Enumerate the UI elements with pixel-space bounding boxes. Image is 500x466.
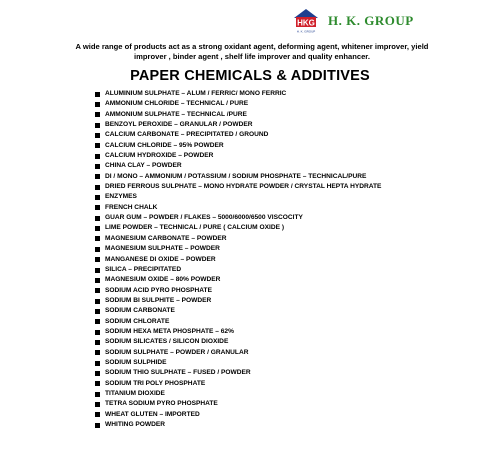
list-item	[95, 223, 495, 233]
list-item	[95, 120, 495, 130]
list-item-label: FRENCH CHALK	[105, 203, 158, 211]
list-item-label: SODIUM HEXA META PHOSPHATE – 62%	[105, 327, 234, 335]
list-item	[95, 389, 495, 399]
list-item	[95, 110, 495, 120]
list-item-label: MAGNESIUM SULPHATE – POWDER	[105, 245, 220, 253]
list-item-label: CALCIUM HYDROXIDE – POWDER	[105, 152, 214, 160]
bullet-icon	[95, 133, 100, 138]
intro-text: A wide range of products act as a strong oxidant agent, deforming agent, whitener improver, yield improver , binder agent , shelf life improver and quality enhancer.	[75, 42, 429, 61]
list-item	[95, 192, 495, 202]
list-item-label: SODIUM SILICATES / SILICON DIOXIDE	[105, 338, 229, 346]
list-item	[95, 172, 495, 182]
list-item-label: SODIUM ACID PYRO PHOSPHATE	[105, 286, 212, 294]
list-item-label: SODIUM THIO SULPHATE – FUSED / POWDER	[105, 369, 251, 377]
bullet-icon	[95, 412, 100, 417]
hkg-logo	[291, 8, 321, 34]
list-item	[95, 255, 495, 265]
bullet-icon	[95, 216, 100, 221]
list-item-label: GUAR GUM – POWDER / FLAKES – 5000/6000/6500 VISCOCITY	[105, 214, 303, 222]
bullet-icon	[95, 340, 100, 345]
list-item-label: DI / MONO – AMMONIUM / POTASSIUM / SODIUM PHOSPHATE – TECHNICAL/PURE	[105, 172, 367, 180]
list-item-label: SODIUM SULPHATE – POWDER / GRANULAR	[105, 348, 249, 356]
list-item	[95, 410, 495, 420]
bullet-icon	[95, 423, 100, 428]
list-item	[95, 265, 495, 275]
list-item-label: DRIED FERROUS SULPHATE – MONO HYDRATE POWDER / CRYSTAL HEPTA HYDRATE	[105, 183, 382, 191]
list-item	[95, 327, 495, 337]
list-item	[95, 317, 495, 327]
bullet-icon	[95, 92, 100, 97]
bullet-icon	[95, 257, 100, 262]
list-item-label: SODIUM CARBONATE	[105, 307, 175, 315]
list-item	[95, 244, 495, 254]
logo-subtext: H. K. GROUP	[296, 29, 316, 34]
list-item-label: AMMONIUM SULPHATE – TECHNICAL /PURE	[105, 110, 247, 118]
bullet-icon	[95, 226, 100, 231]
list-item-label: MAGNESIUM OXIDE – 80% POWDER	[105, 276, 221, 284]
bullet-icon	[95, 278, 100, 283]
bullet-icon	[95, 112, 100, 117]
list-item-label: MANGANESE DI OXIDE – POWDER	[105, 255, 216, 263]
bullet-icon	[95, 330, 100, 335]
list-item	[95, 141, 495, 151]
list-item	[95, 130, 495, 140]
list-item-label: LIME POWDER – TECHNICAL / PURE ( CALCIUM OXIDE )	[105, 224, 285, 232]
list-item	[95, 203, 495, 213]
header	[0, 8, 500, 34]
bullet-icon	[95, 402, 100, 407]
bullet-icon	[95, 102, 100, 107]
bullet-icon	[95, 236, 100, 241]
bullet-icon	[95, 299, 100, 304]
product-list	[95, 89, 495, 430]
bullet-icon	[95, 361, 100, 366]
list-item	[95, 306, 495, 316]
list-item	[95, 337, 495, 347]
bullet-icon	[95, 381, 100, 386]
list-item-label: SODIUM SULPHIDE	[105, 358, 167, 366]
bullet-icon	[95, 319, 100, 324]
logo-text: HKG	[297, 18, 315, 28]
list-item	[95, 234, 495, 244]
list-item	[95, 213, 495, 223]
bullet-icon	[95, 185, 100, 190]
list-item-label: WHITING POWDER	[105, 421, 166, 428]
bullet-icon	[95, 371, 100, 376]
list-item-label: ENZYMES	[105, 193, 137, 201]
list-item	[95, 420, 495, 430]
list-item-label: AMMONIUM CHLORIDE – TECHNICAL / PURE	[105, 100, 249, 108]
bullet-icon	[95, 392, 100, 397]
list-item	[95, 99, 495, 109]
list-item	[95, 358, 495, 368]
list-item	[95, 296, 495, 306]
list-item-label: SODIUM TRI POLY PHOSPHATE	[105, 379, 206, 387]
bullet-icon	[95, 309, 100, 314]
list-item-label: TETRA SODIUM PYRO PHOSPHATE	[105, 400, 218, 408]
list-item	[95, 182, 495, 192]
list-item	[95, 286, 495, 296]
bullet-icon	[95, 205, 100, 210]
bullet-icon	[95, 154, 100, 159]
list-item	[95, 161, 495, 171]
list-item	[95, 399, 495, 409]
list-item-label: TITANIUM DIOXIDE	[105, 389, 165, 397]
bullet-icon	[95, 350, 100, 355]
list-item-label: BENZOYL PEROXIDE – GRANULAR / POWDER	[105, 121, 253, 129]
list-item-label: ALUMINIUM SULPHATE – ALUM / FERRIC/ MONO FERRIC	[105, 90, 287, 97]
page-title: PAPER CHEMICALS & ADDITIVES	[130, 68, 370, 84]
list-item-label: SODIUM CHLORATE	[105, 317, 170, 325]
bullet-icon	[95, 174, 100, 179]
list-item-label: CHINA CLAY – POWDER	[105, 162, 182, 170]
bullet-icon	[95, 288, 100, 293]
list-item-label: WHEAT GLUTEN – IMPORTED	[105, 410, 200, 418]
bullet-icon	[95, 268, 100, 273]
bullet-icon	[95, 164, 100, 169]
bullet-icon	[95, 143, 100, 148]
list-item-label: MAGNESIUM CARBONATE – POWDER	[105, 234, 227, 242]
list-item-label: CALCIUM CARBONATE – PRECIPITATED / GROUND	[105, 131, 269, 139]
list-item	[95, 151, 495, 161]
brand-name: H. K. GROUP	[328, 13, 414, 28]
list-item-label: SODIUM BI SULPHITE – POWDER	[105, 296, 212, 304]
list-item	[95, 368, 495, 378]
list-item	[95, 275, 495, 285]
list-item-label: SILICA – PRECIPITATED	[105, 265, 182, 273]
list-item	[95, 89, 495, 99]
bullet-icon	[95, 247, 100, 252]
list-item	[95, 379, 495, 389]
list-item-label: CALCIUM CHLORIDE – 95% POWDER	[105, 141, 224, 149]
list-item	[95, 348, 495, 358]
bullet-icon	[95, 195, 100, 200]
bullet-icon	[95, 123, 100, 128]
